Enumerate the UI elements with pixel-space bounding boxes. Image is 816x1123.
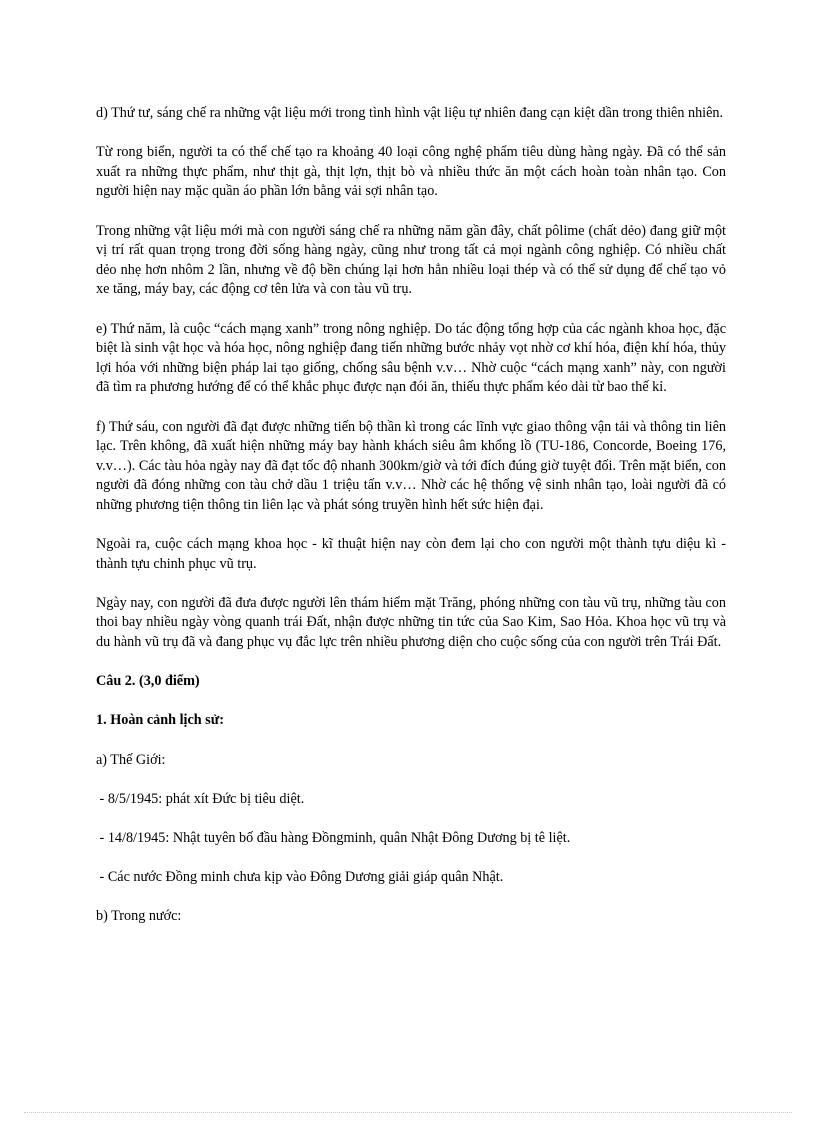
document-body — [96, 104, 726, 947]
world-item: - 8/5/1945: phát xít Đức bị tiêu diệt. — [96, 790, 305, 807]
paragraph-new-materials: d) Thứ tư, sáng chế ra những vật liệu mới trong tình hình vật liệu tự nhiên đang cạn kiệt dần trong thiên nhiên. — [96, 105, 724, 121]
world-item: - 14/8/1945: Nhật tuyên bố đầu hàng Đồngminh, quân Nhật Đông Dương bị tê liệt. — [96, 829, 571, 846]
paragraph-green-revolution: e) Thứ năm, là cuộc “cách mạng xanh” trong nông nghiệp. Do tác động tổng hợp của các ngành khoa học, đặc biệt là sinh vật học và hóa học, nông nghiệp đang tiến những bước nhảy vọt nhờ cơ khí hóa, điện khí hóa, thủy lợi hóa với những biện pháp lai tạo giống, chống sâu bệnh v.v… Nhờ cuộc “cách mạng xanh” này, con người đã tìm ra phương hướng để có thể khắc phục được nạn đói ăn, thiếu thực phẩm kéo dài từ bao thế kỉ. — [96, 320, 726, 396]
page-bottom-divider — [24, 1112, 792, 1113]
paragraph-space-intro: Ngoài ra, cuộc cách mạng khoa học - kĩ thuật hiện nay còn đem lại cho con người một thành tựu diệu kì - thành tựu chinh phục vũ trụ. — [96, 536, 726, 572]
section-heading: 1. Hoàn cảnh lịch sử: — [96, 712, 224, 729]
paragraph-space-exploration: Ngày nay, con người đã đưa được người lên thám hiểm mặt Trăng, phóng những con tàu vũ trụ, những tàu con thoi bay nhiều ngày vòng quanh trái Đất, nhận được những tin tức của Sao Kim, Sao Hỏa. Khoa học vũ trụ và du hành vũ trụ đã và đang phục vụ đắc lực trên nhiều phương diện cho cuộc sống của con người trên Trái Đất. — [96, 594, 726, 651]
paragraph-polymer: Trong những vật liệu mới mà con người sáng chế ra những năm gần đây, chất pôlime (chất dẻo) đang giữ một vị trí rất quan trọng trong đời sống hàng ngày, cũng như trong tất cả mọi ngành công nghiệp. Có nhiều chất dẻo nhẹ hơn nhôm 2 lần, nhưng về độ bền chúng lại hơn hẳn nhiều loại thép và có thể sử dụng để chế tạo vỏ xe tăng, máy bay, các động cơ tên lửa và con tàu vũ trụ. — [96, 222, 726, 298]
question-heading: Câu 2. (3,0 điểm) — [96, 673, 200, 690]
world-label: a) Thế Giới: — [96, 751, 166, 768]
world-item: - Các nước Đồng minh chưa kịp vào Đông Dương giải giáp quân Nhật. — [96, 869, 504, 886]
paragraph-seaweed: Từ rong biển, người ta có thể chế tạo ra khoảng 40 loại công nghệ phẩm tiêu dùng hàng ngày. Đã có thể sản xuất ra những thực phẩm, như thịt gà, thịt lợn, thịt bò và nhiều thức ăn một cách hoàn toàn nhân tạo. Con người hiện nay mặc quần áo phần lớn bằng vải sợi nhân tạo. — [96, 144, 726, 200]
domestic-label: b) Trong nước: — [96, 908, 182, 925]
paragraph-transport: f) Thứ sáu, con người đã đạt được những tiến bộ thần kì trong các lĩnh vực giao thông vận tải và thông tin liên lạc. Trên không, đã xuất hiện những máy bay hành khách siêu âm khổng lồ (TU-186, Concorde, Boeing 176, v.v…). Các tàu hỏa ngày nay đã đạt tốc độ nhanh 300km/giờ và tới đích đúng giờ tuyệt đối. Trên mặt biển, con người đã đóng những con tàu chở dầu 1 triệu tấn v.v… Nhờ các hệ thống vệ sinh nhân tạo, loài người đã có những phương tiện thông tin liên lạc và phát sóng truyền hình hết sức hiện đại. — [96, 418, 726, 513]
